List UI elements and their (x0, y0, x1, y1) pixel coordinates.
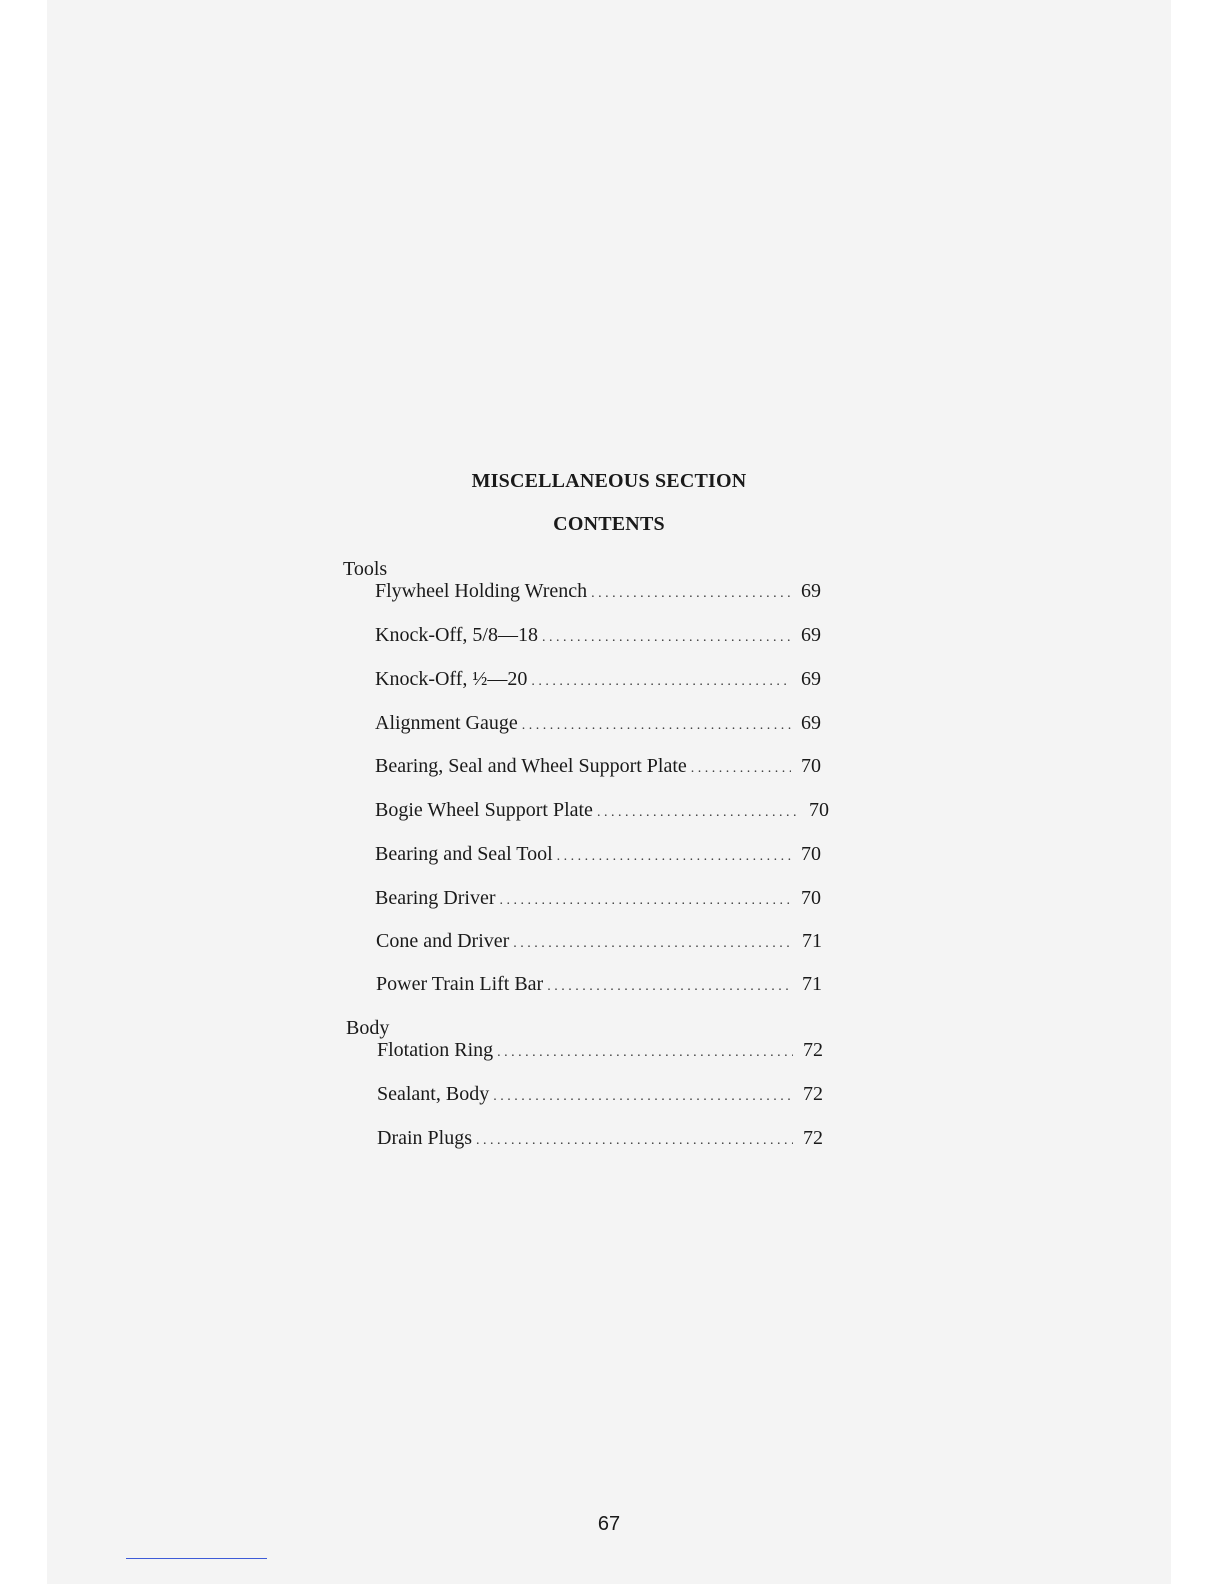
toc-entry-page: 69 (801, 624, 821, 646)
toc-entry-title: Cone and Driver (376, 930, 510, 952)
toc-entry-title: Flotation Ring (377, 1039, 494, 1061)
leader-dots (531, 674, 791, 690)
group-label-tools: Tools (343, 558, 388, 580)
toc-entry-page: 70 (801, 843, 821, 865)
toc-entry[interactable] (377, 1127, 823, 1151)
toc-entry[interactable] (375, 887, 821, 911)
toc-entry-page: 70 (801, 755, 821, 777)
toc-entry-title: Power Train Lift Bar (376, 973, 544, 995)
leader-dots (597, 805, 799, 821)
toc-entry-page: 71 (802, 930, 822, 952)
leader-dots (493, 1089, 793, 1105)
toc-entry-title: Knock-Off, 5/8—18 (375, 624, 538, 646)
toc-entry[interactable] (375, 580, 821, 604)
leader-dots (557, 849, 791, 865)
document-page (47, 0, 1171, 1584)
leader-dots (500, 893, 791, 909)
toc-entry-page: 70 (801, 887, 821, 909)
toc-entry-title: Bearing Driver (375, 887, 496, 909)
toc-entry-page: 71 (802, 973, 822, 995)
group-label-body: Body (346, 1017, 390, 1039)
toc-entry-title: Bogie Wheel Support Plate (375, 799, 593, 821)
toc-entry-page: 69 (801, 712, 821, 734)
toc-entry[interactable] (375, 843, 821, 867)
toc-entry[interactable] (376, 930, 822, 954)
toc-entry[interactable] (375, 799, 829, 823)
toc-entry-title: Flywheel Holding Wrench (375, 580, 588, 602)
toc-entry-page: 72 (803, 1127, 823, 1149)
toc-entry-page: 69 (801, 668, 821, 690)
leader-dots (513, 936, 792, 952)
contents-title: CONTENTS (553, 513, 665, 535)
page-number: 67 (597, 1513, 621, 1535)
toc-entry[interactable] (376, 973, 822, 997)
leader-dots (497, 1045, 793, 1061)
toc-entry[interactable] (375, 712, 821, 736)
toc-entry[interactable] (375, 668, 821, 692)
toc-entry[interactable] (377, 1083, 823, 1107)
toc-entry[interactable] (375, 755, 821, 779)
toc-entry-title: Bearing, Seal and Wheel Support Plate (375, 755, 687, 777)
leader-dots (522, 718, 791, 734)
toc-entry-title: Sealant, Body (377, 1083, 490, 1105)
footer-link-underline[interactable] (126, 1558, 267, 1559)
toc-entry[interactable] (377, 1039, 823, 1063)
leader-dots (542, 630, 791, 646)
leader-dots (476, 1133, 793, 1149)
leader-dots (547, 979, 792, 995)
toc-entry-page: 69 (801, 580, 821, 602)
toc-entry-title: Drain Plugs (377, 1127, 472, 1149)
leader-dots (691, 761, 791, 777)
toc-entry-title: Bearing and Seal Tool (375, 843, 553, 865)
leader-dots (591, 586, 791, 602)
toc-entry[interactable] (375, 624, 821, 648)
section-title: MISCELLANEOUS SECTION (471, 470, 747, 492)
toc-entry-page: 72 (803, 1039, 823, 1061)
toc-entry-page: 72 (803, 1083, 823, 1105)
toc-entry-page: 70 (809, 799, 829, 821)
toc-entry-title: Knock-Off, ½—20 (375, 668, 528, 690)
toc-entry-title: Alignment Gauge (375, 712, 518, 734)
